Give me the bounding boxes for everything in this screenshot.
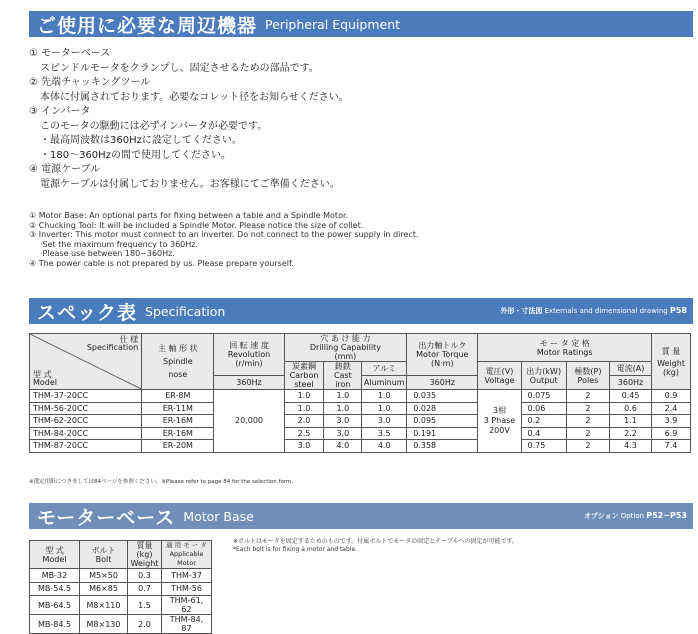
peripheral-equipment-header xyxy=(29,11,693,37)
motor-base-header xyxy=(29,503,693,529)
spec-title-jp: スペック表 xyxy=(37,301,138,324)
mb-motor-header: 適 用 モ ー タ Applicable Motor xyxy=(162,541,212,569)
specification-header xyxy=(29,298,693,324)
table-row: THM-56-20CC ER-11M 1.0 1.0 1.0 0.028 0.06 2 0.6 2.4 xyxy=(30,402,691,415)
voltage-header: 電圧(V) Voltage xyxy=(478,362,521,390)
spec-title-en: Specification xyxy=(145,303,226,319)
item-3-line-1: このモータの駆動には必ずインバータが必要です。 xyxy=(40,120,268,132)
cast-iron-header: 鋳鉄 Cast iron xyxy=(324,362,362,390)
motor-base-title-jp: モーターベース xyxy=(37,506,176,529)
motor-base-title-en: Motor Base xyxy=(183,508,254,524)
mb-weight-header: 質量(kg) Weight xyxy=(128,541,162,569)
aluminum-header-en: Aluminum xyxy=(362,376,407,390)
revolution-value: 20,000 xyxy=(214,390,284,453)
nose-header: 主 軸 形 状 Spindle nose xyxy=(142,334,214,390)
table-row: MB-32 M5×50 0.3 THM-37 xyxy=(30,569,212,583)
en-note-3b: ·Please use between 180~360Hz. xyxy=(40,249,175,259)
peripheral-list xyxy=(29,47,349,192)
drilling-header: 穴 あ け 能 力 Drilling Capability (mm) xyxy=(284,334,407,362)
current-sub: 360Hz xyxy=(609,376,651,390)
motor-base-table xyxy=(29,540,212,634)
english-notes xyxy=(29,211,418,269)
mb-model-header: 型 式 Model xyxy=(30,541,80,569)
table-row: MB-54.5 M6×85 0.7 THM-56 xyxy=(30,582,212,596)
item-3-line-3: ・180～360Hzの間で使用してください。 xyxy=(40,149,231,161)
peripheral-title-en: Peripheral Equipment xyxy=(265,16,401,32)
item-4-head: ④ 電源ケーブル xyxy=(29,164,101,175)
motor-base-note: ※ボルトはモータを固定するためのものです。付属ボルトでモータの固定とテーブルへの固定が可能です。 *Each bolt is for fixing a motor and table. xyxy=(233,538,519,553)
voltage-value: 3相 3 Phase 200V xyxy=(478,390,521,453)
en-note-2: ② Chucking Tool: It will be included a Spindle Motor. Please notice the size of collet. xyxy=(29,220,364,230)
table-row: THM-84-20CC ER-16M 2.5 3.0 3.5 0.191 0.4 2 2.2 6.9 xyxy=(30,427,691,440)
table-row: THM-87-20CC ER-20M 3.0 4.0 4.0 0.358 0.75 2 4.3 7.4 xyxy=(30,440,691,453)
drawing-reference: 外形・寸法図 Externals and dimensional drawing P58 xyxy=(500,306,687,315)
aluminum-header-jp: アルミ xyxy=(362,362,407,376)
item-3-line-2: ・最高周波数は360Hzに設定してください。 xyxy=(40,135,242,146)
item-1-line: スピンドルモータをクランプし、固定させるための部品です。 xyxy=(40,62,319,74)
current-header: 電流(A) xyxy=(609,362,651,376)
revolution-header: 回 転 速 度 Revolution (r/min) xyxy=(214,334,284,376)
table-row: THM-62-20CC ER-16M 2.0 3.0 3.0 0.095 0.2 2 1.1 3.9 xyxy=(30,415,691,428)
peripheral-title-jp: ご使用に必要な周辺機器 xyxy=(37,14,258,37)
ratings-header: モ ー タ 定 格 Motor Ratings xyxy=(478,334,652,362)
torque-sub: 360Hz xyxy=(407,376,478,390)
table-row: THM-37-20CC ER-8M 20,000 1.0 1.0 1.0 0.035 3相 3 Phase 200V 0.075 2 0.45 0.9 xyxy=(30,390,691,403)
en-note-4: ④ The power cable is not prepared by us. Please prepare yourself. xyxy=(29,258,294,268)
torque-header: 出力軸トルク Motor Torque (N·m) xyxy=(407,334,478,376)
spec-model-header: 仕 様 Specification 型 式 Model xyxy=(30,334,142,390)
table-row: MB-84.5 M8×130 2.0 THM-84, 87 xyxy=(30,615,212,634)
en-note-3: ③ Inverter: This motor must connect to an inverter. Do not connect to the power supply in direct. xyxy=(29,230,419,240)
weight-header: 質 量 Weight (kg) xyxy=(652,334,691,390)
carbon-steel-header: 炭素鋼 Carbon steel xyxy=(284,362,324,390)
revolution-sub: 360Hz xyxy=(214,376,284,390)
item-2-line: 本体に付属されております。必要なコレット径をお知らせください。 xyxy=(40,91,349,103)
mb-bolt-header: ボルト Bolt xyxy=(80,541,128,569)
item-1-head: ① モーターベース xyxy=(29,48,111,59)
output-header: 出力(kW) Output xyxy=(521,362,566,390)
table-row: MB-64.5 M8×110 1.5 THM-61, 62 xyxy=(30,596,212,615)
poles-header: 極数(P) Poles xyxy=(566,362,609,390)
en-note-1: ① Motor Base: An optional parts for fixing between a table and a Spindle Motor. xyxy=(29,211,349,220)
option-reference: オプション Option P52~P53 xyxy=(584,511,687,520)
spec-footnote: ※選定用紙につきましては84ページを参照ください。※Please refer to page 84 for the selection form. xyxy=(29,479,294,485)
en-note-3a: ·Set the maximum frequency to 360Hz. xyxy=(40,239,199,249)
spec-table xyxy=(29,333,691,453)
item-4-line: 電源ケーブルは付属しておりません。お客様にてご準備ください。 xyxy=(40,178,340,190)
item-2-head: ② 先端チャッキングツール xyxy=(29,77,151,88)
item-3-head: ③ インバータ xyxy=(29,106,91,117)
